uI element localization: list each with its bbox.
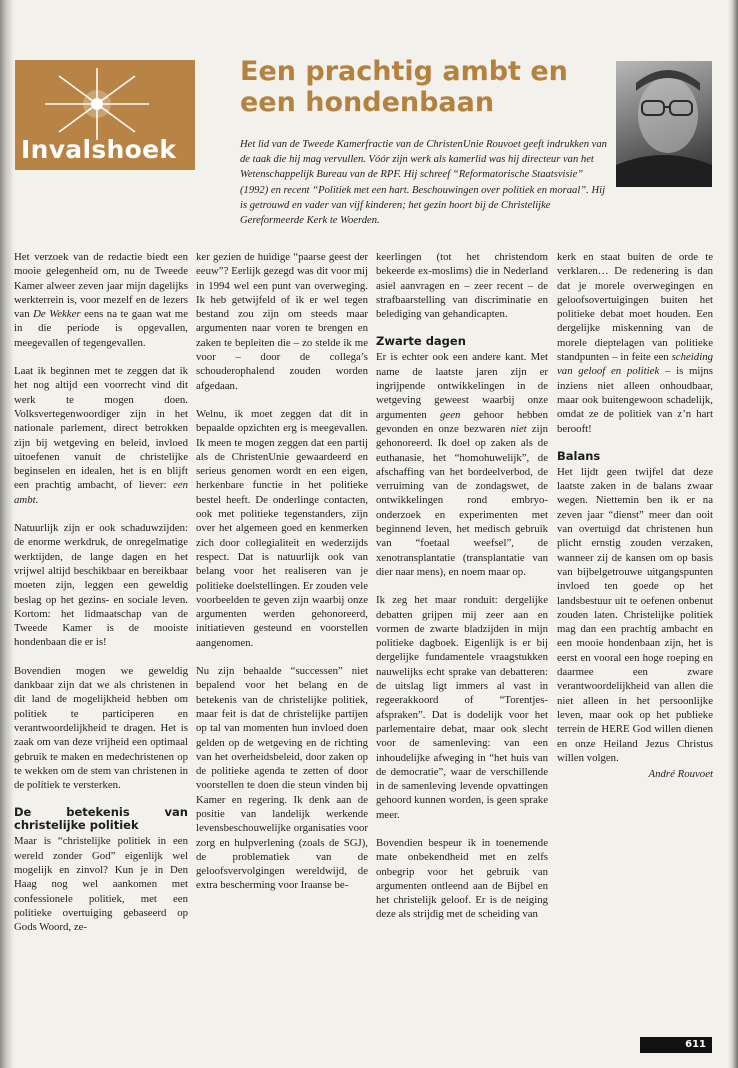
paragraph: kerk en staat buiten de orde te verklaren… De redenering is dan dat je morele overwegingen en geloofsovertuigingen buiten het politieke debat moet houden. Een dergelijke miskenning van de morele dieptelagen van politieke standpunten – in feite een scheiding van geloof en politiek – is mijns inziens niet alleen onhoudbaar, maar ook buitengewoon schadelijk, omdat ze de politiek van z’n hart berooft! <box>557 251 713 435</box>
page-binding-shadow <box>0 0 14 1068</box>
column-4 <box>557 250 713 781</box>
paragraph: Bovendien bespeur ik in toenemende mate onbekendheid met en zelfs onbegrip voor het gebruik van argumenten ontleend aan de Bijbel en het christelijk geloof. Er is de neiging deze als strijdig met de scheiding van <box>376 836 548 921</box>
paragraph: Het verzoek van de redactie biedt een mooie gelegenheid om, nu de Tweede Kamer alweer zeven jaar mijn dagelijks werkterrein is, voor mezelf en de lezers van De Wekker eens na te gaan wat me in die periode is opgevallen, meegevallen of tegengevallen. <box>14 251 188 349</box>
paragraph: Bovendien mogen we geweldig dankbaar zijn dat we als christenen in dit land de mogelijkheid hebben om politiek te participeren en verantwoordelijkheid te dragen. Het is zaak om van deze vrijheid een optimaal gebruik te maken en medechristenen op te wekken om de stem van christenen in de politiek te versterken. <box>14 664 188 792</box>
star-burst-icon <box>37 64 157 144</box>
author-photo <box>616 61 712 187</box>
author-portrait-icon <box>616 61 712 187</box>
column-3 <box>376 250 548 936</box>
paragraph: Welnu, ik moet zeggen dat dit in bepaalde opzichten erg is meegevallen. Ik meen te mogen zeggen dat een partij als de ChristenUnie gewaardeerd en serieus genomen wordt en een eigen, herkenbare functie in het politieke bestel heeft. De onderlinge contacten, ook met politieke tegenstanders, zijn over het algemeen goed en kenmerken zich door collegialiteit en wederzijds respect. Dat is natuurlijk ook van belang voor het realiseren van je politieke doelstellingen. Er zouden vele voorbeelden te geven zijn waarbij onze argumenten werden gehonoreerd, initiatieven gesteund en voorstellen aangenomen. <box>196 407 368 649</box>
section-heading: De betekenis van christelijke politiek <box>14 805 188 833</box>
article-intro: Het lid van de Tweede Kamerfractie van de ChristenUnie Rouvoet geeft indrukken van de taak die hij mag vervullen. Vóór zijn werk als kamerlid was hij directeur van het Wetenschappelijk Bureau van de RPF. Hij schreef “Reformatorische Staatsvisie” (1992) en recent “Politiek met een hart. Beschouwingen over politiek en moraal”. Hij is getrouwd en vader van vijf kinderen; het gezin hoort bij de Christelijke Gereformeerde Kerk te Woerden. <box>240 139 607 227</box>
paragraph: Nu zijn behaalde “successen” niet bepalend voor het belang en de betekenis van de christelijke politiek, maar feit is dat de christelijke partijen op tal van momenten hun invloed doen gelden op de wetgeving en de richting van het overheidsbeleid, door zaken op de politieke agenda te zetten of door voorstellen te doen die steun vinden bij Kamer en regering. Ik denk aan de positie van landelijk werkende levensbeschouwelijke organisaties voor zorg en hulpverlening (zoals de SGJ), de problematiek van de geloofsvervolgingen wereldwijd, de extra bescherming voor Iraanse be- <box>196 665 368 892</box>
paragraph: Ik zeg het maar ronduit: dergelijke debatten grijpen mij zeer aan en vormen de zwarte bladzijden in mijn politieke dagboek. Eigenlijk is er bij dergelijke fundamentele vraagstukken nauwelijks echt sprake van debatteren: de uitslag ligt immers al vast in regeerakkoord of “Torentjes-afspraken”. Dat is dodelijk voor het parlementaire debat, maar ook slecht voor de samenleving: van een inhoudelijke afweging in “het huis van de democratie”, waar de verschillende in de samenleving levende opvattingen gehoord kunnen worden, is geen sprake meer. <box>376 594 548 821</box>
paragraph: Maar is “christelijke politiek in een wereld zonder God” eigenlijk wel mogelijk en zinvol? Kun je in Den Haag nog wel aankomen met confessionele politiek, met een politieke overtuiging gebaseerd op Gods Woord, ze- <box>14 835 188 934</box>
column-2 <box>196 250 368 907</box>
author-signature: André Rouvoet <box>648 768 713 781</box>
paragraph: Het lijdt geen twijfel dat deze laatste zaken in de balans zwaar wegen. Niettemin ben ik er na zeven jaar “dienst” meer dan ooit van overtuigd dat christenen hun plicht ernstig zouden verzaken, wanneer zij de kansen om op basis van bijbelgetrouwe uitgangspunten invloed ten goede op het landsbestuur uit te oefenen onbenut zouden laten. Christelijke politiek mag dan een prachtig ambacht en een mooie hondenbaan zijn, het is eerst en vooral een hoge roeping en daarmee een zware verantwoordelijkheid van allen die niet alleen in het persoonlijke leven, maar ook op het publieke terrein de HERE God willen dienen en onze Heiland Jezus Christus willen volgen. <box>557 465 713 764</box>
paragraph: keerlingen (tot het christendom bekeerde ex-moslims) die in Nederland asiel aanvragen en – zeer recent – de strafbaarstelling van discriminatie en belediging van gehandicapten. <box>376 251 548 321</box>
page-number: 611 <box>640 1037 712 1053</box>
section-heading: Zwarte dagen <box>376 334 466 349</box>
paragraph: Laat ik beginnen met te zeggen dat ik het nog altijd een voorrecht vind dit werk te mogen doen. Volksvertegenwoordiger zijn in het nationale parlement, direct betrokken zijn bij wetgeving en beleid, invloed uitoefenen vanuit de christelijke beginselen en idealen, het is en blijft een prachtig ambacht, of liever: een ambt. <box>14 365 188 506</box>
section-banner <box>15 60 195 170</box>
paragraph: ker gezien de huidige “paarse geest der eeuw”? Eerlijk gezegd was dit voor mij in 1994 wel een punt van overweging. Ik heb getwijfeld of ik er wel tegen bestand zou zijn om steeds maar argumenten naar voren te brengen en zaken te bepleiten die – zo stelde ik me voor – door de collega’s schouderophalend zouden worden afgedaan. <box>196 251 368 392</box>
section-label: Invalshoek <box>21 135 177 164</box>
paragraph: Natuurlijk zijn er ook schaduwzijden: de enorme werkdruk, de onregelmatige werktijden, de lange dagen en het vrijwel altijd beschikbaar en bereikbaar moeten zijn, leggen een geweldig beslag op het gezins- en sociale leven. Kortom: het lidmaatschap van de Tweede Kamer is de mooiste hondenbaan die er is! <box>14 522 188 649</box>
column-1 <box>14 250 188 948</box>
article-title: Een prachtig ambt en een hondenbaan <box>240 56 568 118</box>
paragraph: Er is echter ook een andere kant. Met name de laatste jaren zijn er ingrijpende ontwikkelingen in de wetgeving geweest waarbij onze argumenten geen gehoor hebben gevonden en onze bezwaren niet zijn gehonoreerd. Ik doel op zaken als de euthanasie, het “homohuwelijk”, de afschaffing van het bordeelverbod, de verruiming van de zondagswet, de ontwikkelingen rond embryo-onderzoek en experimenten met beginnend leven, het medisch gebruik van “foetaal weefsel”, de xenotransplantatie (transplantatie van dier naar mens), en noem maar op. <box>376 351 549 578</box>
section-heading: Balans <box>557 448 601 463</box>
page-edge <box>728 0 738 1068</box>
